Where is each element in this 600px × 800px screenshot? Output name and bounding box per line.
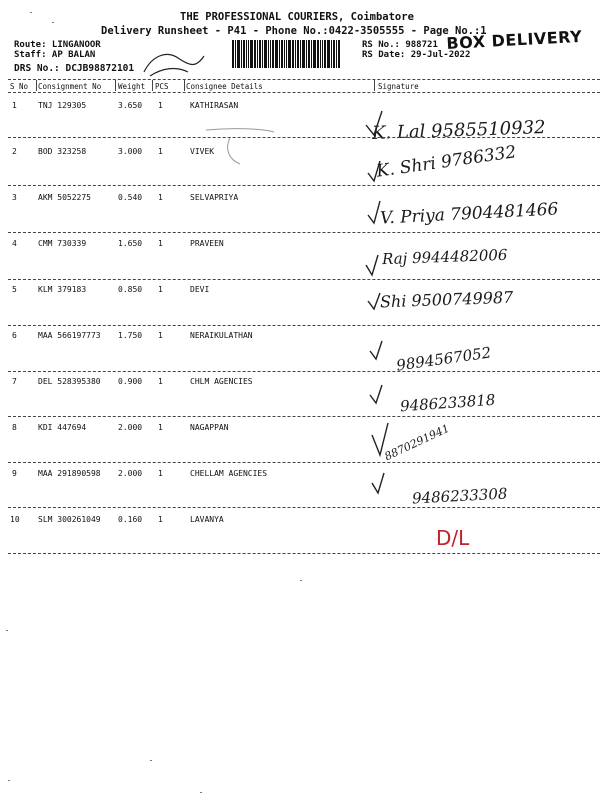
pencil-scribble [200, 120, 280, 170]
row-consignment: BOD 323258 [38, 147, 87, 156]
row-consignment: KDI 447694 [38, 423, 87, 432]
rs-date: RS Date: 29-Jul-2022 [362, 50, 471, 60]
row-divider [8, 279, 600, 280]
row-sno: 7 [12, 377, 17, 386]
row-consignment: DEL 528395380 [38, 377, 101, 386]
row-signature: 9486233308 [411, 484, 508, 508]
row-weight: 0.540 [118, 193, 143, 202]
row-pcs: 1 [158, 469, 163, 478]
row-consignee: CHLM AGENCIES [190, 377, 253, 386]
col-sno: S No [10, 82, 29, 91]
row-weight: 1.750 [118, 331, 143, 340]
row-consignment: KLM 379183 [38, 285, 87, 294]
row-consignment: MAA 291890598 [38, 469, 101, 478]
scan-speck [6, 630, 8, 631]
row-signature: K. Lal 9585510932 [371, 116, 546, 145]
row-consignee: KATHIRASAN [190, 101, 239, 110]
row-signature: 9486233818 [399, 390, 496, 416]
scan-speck [8, 780, 10, 781]
row-pcs: 1 [158, 101, 163, 110]
scan-speck [300, 580, 302, 581]
company-title: THE PROFESSIONAL COURIERS, Coimbatore [180, 11, 414, 23]
row-pcs: 1 [158, 193, 163, 202]
row-sno: 3 [12, 193, 17, 202]
col-pcs: PCS [155, 82, 169, 91]
row-consignee: VIVEK [190, 147, 215, 156]
handwritten-marks [360, 105, 400, 505]
col-divider [184, 80, 185, 91]
row-signature: V. Priya 7904481466 [379, 199, 559, 229]
row-pcs: 1 [158, 331, 163, 340]
scan-speck [150, 760, 152, 761]
scan-speck [52, 22, 54, 23]
scan-speck [200, 792, 202, 793]
col-divider [152, 80, 153, 91]
row-weight: 0.160 [118, 515, 143, 524]
row-divider [8, 325, 600, 326]
row-divider [8, 137, 600, 138]
row-consignment: TNJ 129305 [38, 101, 87, 110]
header-scribble [138, 42, 210, 82]
scan-speck [30, 12, 32, 13]
row-signature: Raj 9944482006 [381, 245, 508, 269]
col-signature: Signature [378, 82, 419, 91]
row-consignment: MAA 566197773 [38, 331, 101, 340]
col-divider [374, 80, 375, 91]
row-sno: 4 [12, 239, 17, 248]
row-sno: 2 [12, 147, 17, 156]
row-consignee: CHELLAM AGENCIES [190, 469, 268, 478]
drs-number: DRS No.: DCJB98872101 [14, 63, 135, 74]
rs-number: RS No.: 988721 [362, 40, 438, 50]
col-divider [36, 80, 37, 91]
staff: Staff: AP BALAN [14, 50, 96, 60]
row-signature: Shi 9500749987 [379, 287, 514, 312]
row-sno: 5 [12, 285, 17, 294]
box-delivery-stamp: BOX DELIVERY [446, 26, 583, 53]
row-signature: 9894567052 [395, 343, 493, 375]
row-divider [8, 371, 600, 372]
row-weight: 1.650 [118, 239, 143, 248]
col-consignment: Consignment No [38, 82, 102, 91]
route-info [14, 40, 101, 60]
row-consignment: AKM 5052275 [38, 193, 91, 202]
row-consignment: CMM 730339 [38, 239, 87, 248]
col-weight: Weight [118, 82, 146, 91]
row-divider [8, 507, 600, 508]
row-divider [8, 232, 600, 233]
row-weight: 2.000 [118, 423, 143, 432]
row-sno: 9 [12, 469, 17, 478]
row-consignee: NERAIKULATHAN [190, 331, 253, 340]
row-pcs: 1 [158, 239, 163, 248]
row-consignee: PRAVEEN [190, 239, 224, 248]
row-sno: 10 [10, 515, 20, 524]
row-sno: 1 [12, 101, 17, 110]
header-bottom-rule [8, 92, 600, 93]
row-signature: D/L [436, 526, 470, 550]
row-pcs: 1 [158, 147, 163, 156]
row-weight: 0.900 [118, 377, 143, 386]
row-weight: 3.000 [118, 147, 143, 156]
row-consignee: SELVAPRIYA [190, 193, 239, 202]
row-weight: 2.000 [118, 469, 143, 478]
runsheet-subtitle: Delivery Runsheet - P41 - Phone No.:0422-3505555 - Page No.:1 [101, 25, 487, 37]
row-consignee: NAGAPPAN [190, 423, 229, 432]
row-divider [8, 553, 600, 554]
row-sno: 6 [12, 331, 17, 340]
row-pcs: 1 [158, 285, 163, 294]
row-weight: 3.650 [118, 101, 143, 110]
row-consignee: DEVI [190, 285, 210, 294]
route: Route: LINGANOOR [14, 40, 101, 50]
col-divider [115, 80, 116, 91]
col-consignee: Consignee Details [186, 82, 263, 91]
row-pcs: 1 [158, 515, 163, 524]
row-divider [8, 462, 600, 463]
row-pcs: 1 [158, 423, 163, 432]
row-consignment: SLM 300261049 [38, 515, 101, 524]
row-consignee: LAVANYA [190, 515, 224, 524]
row-signature: 8870291941 [382, 421, 452, 464]
barcode [232, 40, 341, 68]
row-divider [8, 185, 600, 186]
row-pcs: 1 [158, 377, 163, 386]
header-top-rule [8, 79, 600, 80]
row-divider [8, 416, 600, 417]
row-signature: K. Shri 9786332 [375, 142, 518, 182]
row-weight: 0.850 [118, 285, 143, 294]
row-sno: 8 [12, 423, 17, 432]
